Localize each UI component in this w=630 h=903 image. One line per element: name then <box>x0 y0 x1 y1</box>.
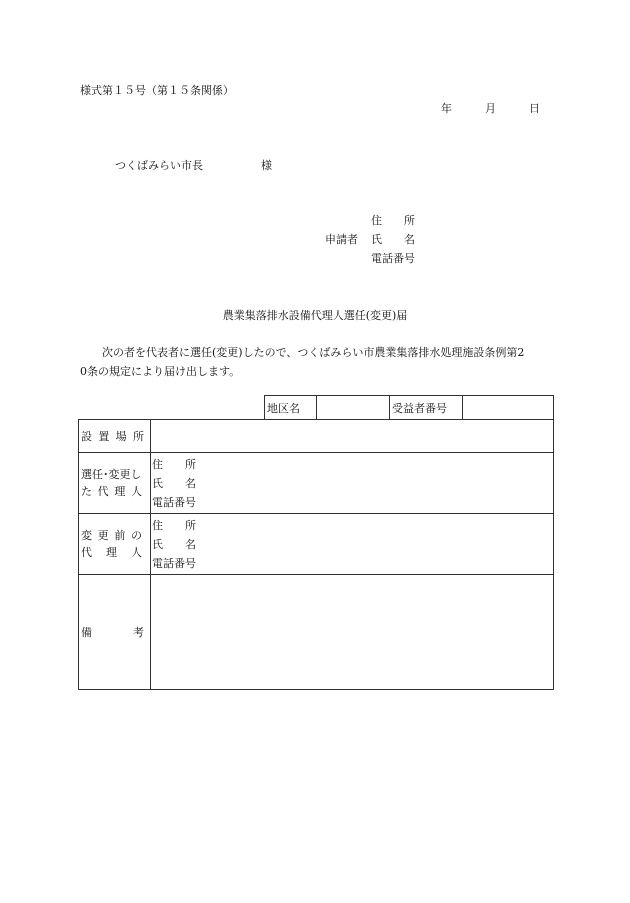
table-header-row <box>79 396 554 420</box>
location-value[interactable] <box>151 420 554 453</box>
remarks-value[interactable] <box>151 575 554 690</box>
new-agent-label-char: た <box>81 485 92 498</box>
form-table <box>78 395 554 690</box>
document-body <box>80 343 555 381</box>
addressee <box>115 157 272 173</box>
location-row <box>79 420 554 453</box>
previous-agent-label <box>79 514 151 575</box>
previous-agent-label-char: 更 <box>97 529 109 542</box>
remarks-row <box>79 575 554 690</box>
remarks-label <box>79 575 151 690</box>
beneficiary-number-label: 受益者番号 <box>390 396 463 420</box>
previous-agent-phone-label: 電話番号 <box>152 556 196 570</box>
date-day: 日 <box>529 102 540 115</box>
document-title: 農業集落排水設備代理人選任(変更)届 <box>222 309 408 322</box>
new-agent-label-char: 代 <box>97 485 109 498</box>
previous-agent-label-char: 代 <box>81 546 92 559</box>
location-label <box>79 420 151 453</box>
date-year: 年 <box>441 102 452 115</box>
new-agent-phone-label: 電話番号 <box>152 495 196 509</box>
district-value[interactable] <box>317 396 390 420</box>
location-label-char: 場 <box>115 430 127 443</box>
previous-agent-label-char: の <box>130 529 142 542</box>
blank-cell <box>79 396 265 420</box>
location-label-char: 所 <box>132 430 144 443</box>
previous-agent-label-char: 変 <box>81 529 92 542</box>
previous-agent-label-char: 前 <box>114 529 126 542</box>
new-agent-label-char: 人 <box>130 485 142 498</box>
applicant-name-label: 氏 名 <box>371 233 415 246</box>
new-agent-label <box>79 453 151 514</box>
addressee-name: つくばみらい市長 <box>115 159 203 172</box>
previous-agent-name-label: 氏 名 <box>152 537 196 551</box>
previous-agent-address-label: 住 所 <box>152 518 196 532</box>
applicant-phone-label: 電話番号 <box>371 252 415 265</box>
date-line <box>441 100 540 116</box>
remarks-label-char: 考 <box>133 626 144 639</box>
new-agent-address-label: 住 所 <box>152 457 196 471</box>
new-agent-label-char: 理 <box>114 485 126 498</box>
location-label-char: 置 <box>98 430 110 443</box>
previous-agent-label-char: 理 <box>106 546 117 559</box>
district-label: 地区名 <box>265 396 317 420</box>
new-agent-row <box>79 453 554 514</box>
previous-agent-row <box>79 514 554 575</box>
new-agent-name-label: 氏 名 <box>152 476 196 490</box>
addressee-honorific: 様 <box>261 159 272 172</box>
applicant-address-label: 住 所 <box>371 214 415 227</box>
new-agent-details[interactable] <box>151 453 554 514</box>
body-line-1: 次の者を代表者に選任(変更)したので、つくばみらい市農業集落排水処理施設条例第2 <box>102 346 525 359</box>
location-label-char: 設 <box>81 430 92 443</box>
remarks-label-char: 備 <box>81 626 92 639</box>
applicant-role-label: 申請者 <box>325 233 358 246</box>
date-month: 月 <box>485 102 496 115</box>
new-agent-label-line1: 選任･変更し <box>81 468 142 481</box>
body-line-2: 0条の規定により届け出します。 <box>80 365 241 378</box>
previous-agent-label-char: 人 <box>131 546 142 559</box>
beneficiary-number-value[interactable] <box>463 396 554 420</box>
form-number: 様式第１５号（第１５条関係） <box>80 84 234 97</box>
previous-agent-details[interactable] <box>151 514 554 575</box>
